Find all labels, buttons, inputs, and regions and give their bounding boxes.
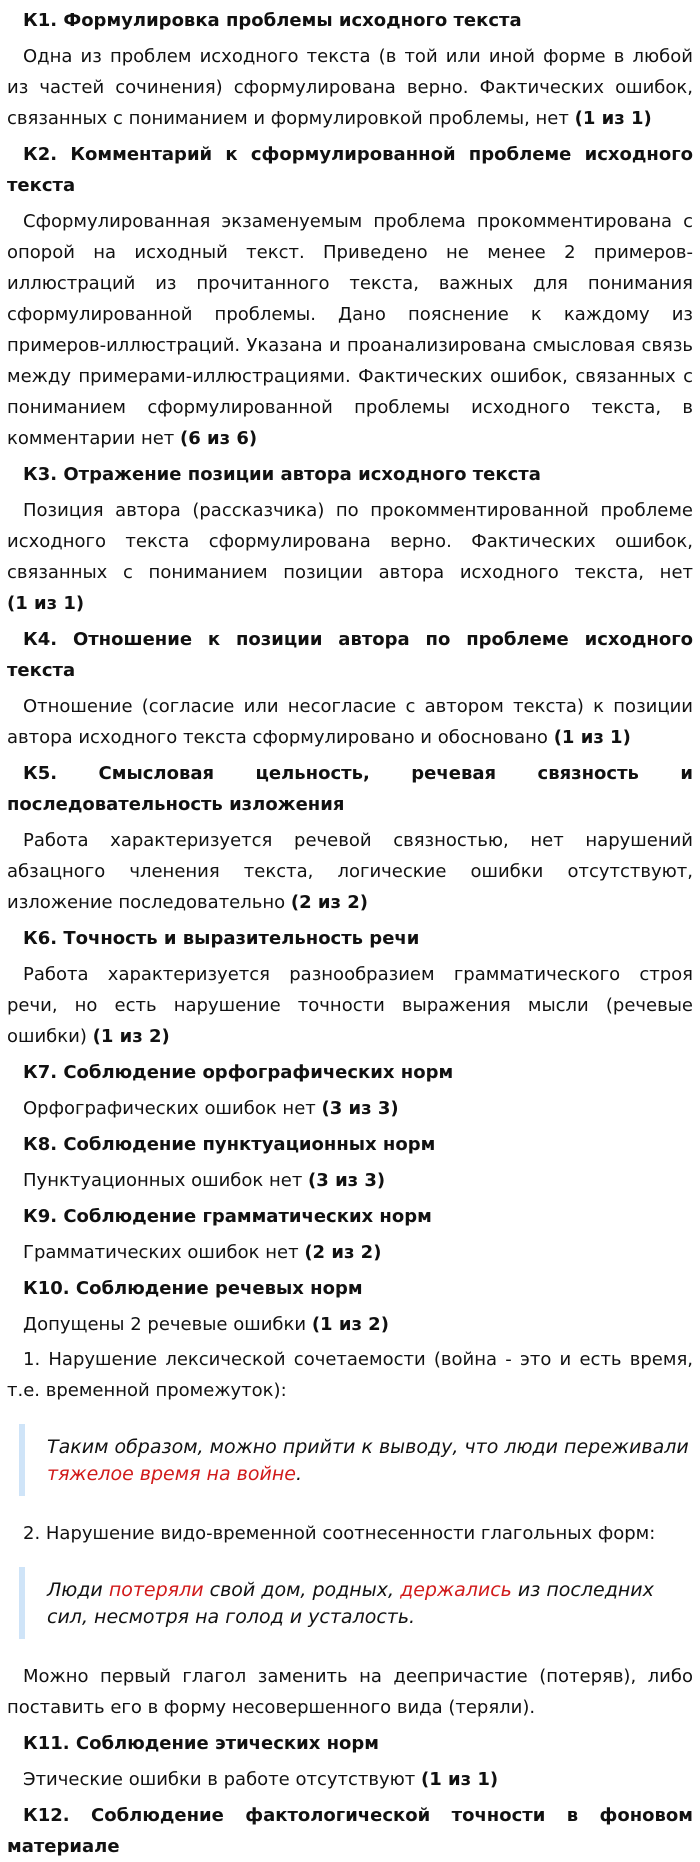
k2-heading: К2. Комментарий к сформулированной проблеме исходного текста bbox=[7, 144, 693, 196]
quote2-error-highlight-1: потеряли bbox=[108, 1579, 204, 1601]
k8-paragraph bbox=[7, 1165, 693, 1196]
k5-text: Работа характеризуется речевой связностью, нет нарушений абзацного членения текста, логические ошибки отсутствуют, изложение последовательно bbox=[7, 830, 693, 913]
k10-error-item-2: 2. Нарушение видо-временной соотнесенности глагольных форм: bbox=[23, 1523, 656, 1544]
k4-paragraph bbox=[7, 691, 693, 753]
k10-text: Допущены 2 речевые ошибки bbox=[23, 1314, 307, 1335]
quote2-error-highlight-2: держались bbox=[400, 1579, 512, 1601]
quote1-error-highlight: тяжелое время на войне bbox=[47, 1463, 296, 1485]
k5-score: (2 из 2) bbox=[290, 892, 368, 913]
k1-score: (1 из 1) bbox=[574, 108, 652, 129]
k9-text: Грамматических ошибок нет bbox=[23, 1242, 299, 1263]
k7-paragraph bbox=[7, 1093, 693, 1124]
k9-score: (2 из 2) bbox=[304, 1242, 382, 1263]
k10-error-item-1: 1. Нарушение лексической сочетаемости (война - это и есть время, т.е. временной промежуток): bbox=[7, 1349, 693, 1401]
k6-score: (1 из 2) bbox=[92, 1026, 170, 1047]
k5-heading: К5. Смысловая цельность, речевая связность и последовательность изложения bbox=[7, 763, 693, 815]
k10-paragraph bbox=[7, 1309, 693, 1340]
quote2-text-before: Люди bbox=[47, 1579, 109, 1601]
k11-heading: К11. Соблюдение этических норм bbox=[23, 1733, 380, 1754]
k1-paragraph bbox=[7, 41, 693, 134]
k2-paragraph bbox=[7, 206, 693, 454]
k7-text: Орфографических ошибок нет bbox=[23, 1098, 316, 1119]
k8-score: (3 из 3) bbox=[308, 1170, 386, 1191]
k1-text: Одна из проблем исходного текста (в той или иной форме в любой из частей сочинения) сформулирована верно. Фактических ошибок, связанных с пониманием и формулировкой проблемы, нет bbox=[7, 46, 693, 129]
k8-heading: К8. Соблюдение пунктуационных норм bbox=[23, 1134, 436, 1155]
quote2-text-middle: свой дом, родных, bbox=[203, 1579, 401, 1601]
k4-score: (1 из 1) bbox=[553, 727, 631, 748]
k2-text: Сформулированная экзаменуемым проблема прокомментирована с опорой на исходный текст. Приведено не менее 2 примеров-иллюстраций из прочитанного текста, важных для понимания сформулированной проблемы. Дано пояснение к каждому из примеров-иллюстраций. Указана и проанализирована смысловая связь между примерами-иллюстрациями. Фактических ошибок, связанных с пониманием сформулированной проблемы исходного текста, в комментарии нет bbox=[7, 211, 693, 449]
criteria-document bbox=[0, 5, 700, 1862]
k3-text: Позиция автора (рассказчика) по прокомментированной проблеме исходного текста сформулирована верно. Фактических ошибок, связанных с пониманием позиции автора исходного текста, нет bbox=[7, 500, 693, 583]
k7-heading: К7. Соблюдение орфографических норм bbox=[23, 1062, 454, 1083]
k5-paragraph bbox=[7, 825, 693, 918]
k6-heading: К6. Точность и выразительность речи bbox=[23, 928, 420, 949]
k4-heading: К4. Отношение к позиции автора по проблеме исходного текста bbox=[7, 629, 693, 681]
example-quote-1 bbox=[19, 1424, 693, 1496]
k10-heading: К10. Соблюдение речевых норм bbox=[23, 1278, 363, 1299]
k9-paragraph bbox=[7, 1237, 693, 1268]
k7-score: (3 из 3) bbox=[321, 1098, 399, 1119]
k11-score: (1 из 1) bbox=[421, 1769, 499, 1790]
k8-text: Пунктуационных ошибок нет bbox=[23, 1170, 303, 1191]
k1-heading: К1. Формулировка проблемы исходного текста bbox=[23, 10, 522, 31]
k11-paragraph bbox=[7, 1764, 693, 1795]
k9-heading: К9. Соблюдение грамматических норм bbox=[23, 1206, 432, 1227]
k11-text: Этические ошибки в работе отсутствуют bbox=[23, 1769, 416, 1790]
quote1-text-after: . bbox=[295, 1463, 302, 1485]
quote2-text-after: из последних сил, несмотря на голод и усталость. bbox=[47, 1579, 654, 1628]
k10-score: (1 из 2) bbox=[311, 1314, 389, 1335]
k3-score: (1 из 1) bbox=[7, 593, 85, 614]
k12-heading: К12. Соблюдение фактологической точности в фоновом материале bbox=[7, 1805, 693, 1857]
quote1-text-before: Таким образом, можно прийти к выводу, что люди переживали bbox=[47, 1436, 689, 1458]
k2-score: (6 из 6) bbox=[180, 428, 258, 449]
k10-correction-note: Можно первый глагол заменить на деепричастие (потеряв), либо поставить его в форму несовершенного вида (теряли). bbox=[7, 1666, 693, 1718]
k6-text: Работа характеризуется разнообразием грамматического строя речи, но есть нарушение точности выражения мысли (речевые ошибки) bbox=[7, 964, 693, 1047]
k3-heading: К3. Отражение позиции автора исходного текста bbox=[23, 464, 541, 485]
k6-paragraph bbox=[7, 959, 693, 1052]
example-quote-2 bbox=[19, 1567, 693, 1639]
k3-paragraph bbox=[7, 495, 693, 619]
k4-text: Отношение (согласие или несогласие с автором текста) к позиции автора исходного текста сформулировано и обосновано bbox=[7, 696, 693, 748]
